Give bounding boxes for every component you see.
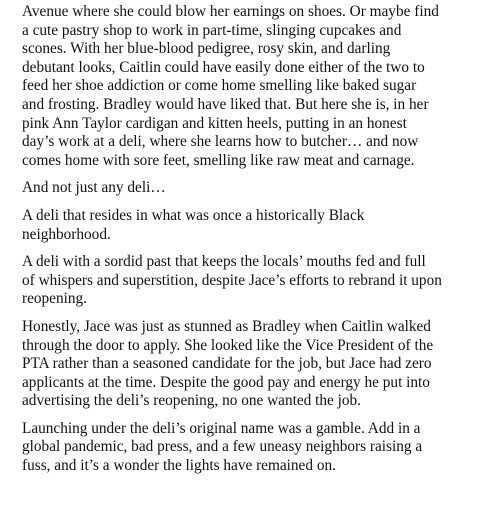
paragraph-5: Honestly, Jace was just as stunned as Bradley when Caitlin walked through the door to apply. She looked like the Vice President of the PTA rather than a seasoned candidate for the job, but Jace had zero applicants at the time. Despite the good pay and energy he put into advertising the deli’s reopening, no one wanted the job. xyxy=(22,317,434,410)
document-page xyxy=(22,0,442,485)
paragraph-2: And not just any deli… xyxy=(22,179,166,197)
paragraph-4: A deli with a sordid past that keeps the locals’ mouths fed and full of whispers and superstition, despite Jace’s efforts to rebrand it upon reopening. xyxy=(22,253,442,308)
paragraph-1: Avenue where she could blow her earnings on shoes. Or maybe find a cute pastry shop to work in part-time, slinging cupcakes and scones. With her blue-blood pedigree, rosy skin, and darling debutant looks, Caitlin could have easily done either of the two to feed her shoe addiction or come home smelling like baked sugar and frosting. Bradley would have liked that. But here she is, in her pink Ann Taylor cardigan and kitten heels, putting in an honest day’s work at a deli, where she learns how to butcher… and now comes home with sore feet, smelling like raw meat and carnage. xyxy=(22,3,439,169)
paragraph-3: A deli that resides in what was once a historically Black neighborhood. xyxy=(22,206,365,243)
paragraph-6: Launching under the deli’s original name was a gamble. Add in a global pandemic, bad press, and a few uneasy neighbors raising a fuss, and it’s a wonder the lights have remained on. xyxy=(22,419,423,475)
